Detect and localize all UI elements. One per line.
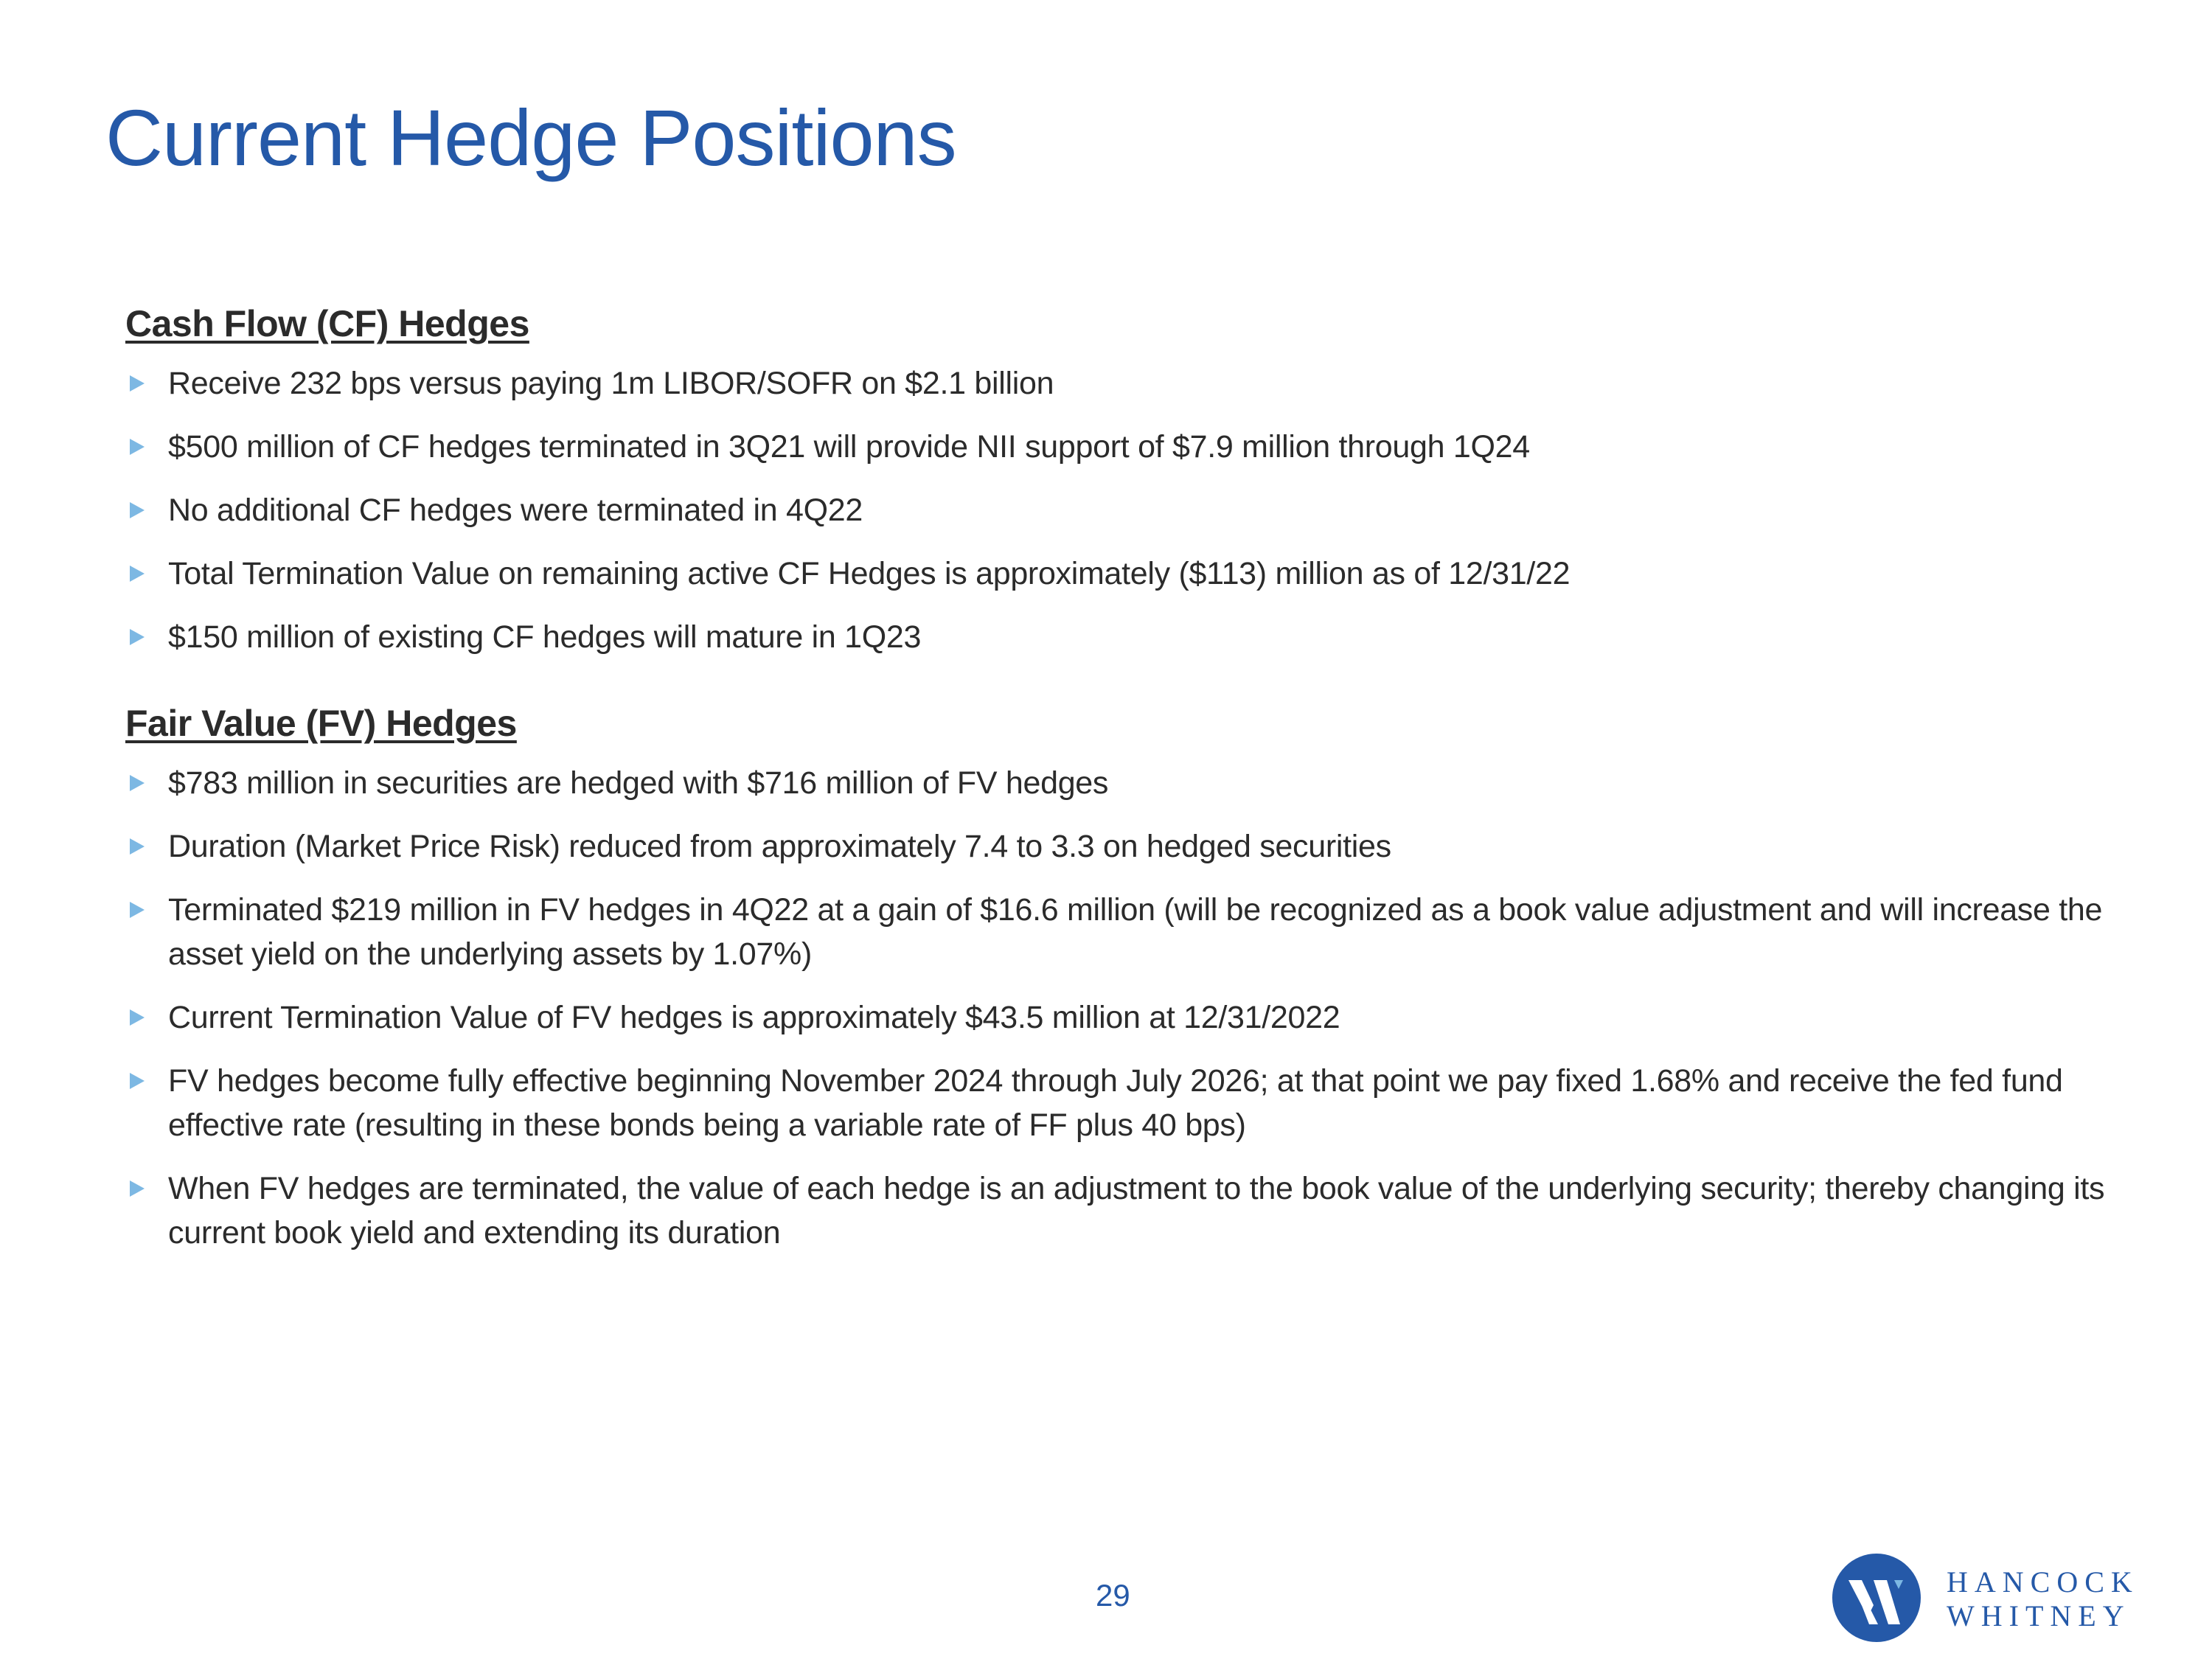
list-item	[125, 888, 2116, 976]
page-title: Current Hedge Positions	[105, 93, 956, 182]
cash-flow-bullet-list	[125, 361, 2116, 659]
logo-wordmark	[1947, 1565, 2139, 1633]
list-item	[125, 824, 2116, 869]
list-item	[125, 1059, 2116, 1147]
bullet-text: Terminated $219 million in FV hedges in 4Q22 at a gain of $16.6 million (will be recognized as a book value adjustment and will increase the asset yield on the underlying assets by 1.07%)	[168, 892, 2103, 972]
bullet-text: $500 million of CF hedges terminated in 3Q21 will provide NII support of $7.9 million through 1Q24	[168, 429, 1530, 465]
cash-flow-heading: Cash Flow (CF) Hedges	[125, 303, 529, 344]
bullet-text: Current Termination Value of FV hedges is approximately $43.5 million at 12/31/2022	[168, 1000, 1340, 1035]
bullet-arrow-icon	[130, 1009, 145, 1026]
bullet-text: $150 million of existing CF hedges will mature in 1Q23	[168, 619, 922, 655]
list-item	[125, 1166, 2116, 1255]
fair-value-bullet-list	[125, 761, 2116, 1255]
logo-line-1: HANCOCK	[1947, 1565, 2139, 1599]
hancock-whitney-logo	[1832, 1537, 2186, 1637]
bullet-text: When FV hedges are terminated, the value of each hedge is an adjustment to the book value of the underlying security; thereby changing its current book yield and extending its duration	[168, 1171, 2105, 1251]
list-item	[125, 361, 2116, 406]
list-item	[125, 615, 2116, 659]
bullet-arrow-icon	[130, 902, 145, 918]
bullet-arrow-icon	[130, 838, 145, 855]
bullet-arrow-icon	[130, 1180, 145, 1197]
list-item	[125, 995, 2116, 1040]
bullet-text: Total Termination Value on remaining active CF Hedges is approximately ($113) million as of 12/31/22	[168, 556, 1571, 591]
bullet-text: $783 million in securities are hedged with $716 million of FV hedges	[168, 765, 1109, 801]
logo-line-2: WHITNEY	[1947, 1599, 2131, 1632]
cash-flow-section	[125, 302, 2116, 678]
list-item	[125, 425, 2116, 469]
list-item	[125, 761, 2116, 805]
bullet-text: No additional CF hedges were terminated in 4Q22	[168, 493, 863, 528]
bullet-arrow-icon	[130, 375, 145, 392]
fair-value-section	[125, 702, 2116, 1274]
bullet-text: Receive 232 bps versus paying 1m LIBOR/SOFR on $2.1 billion	[168, 366, 1054, 401]
bullet-arrow-icon	[130, 1073, 145, 1089]
bullet-arrow-icon	[130, 775, 145, 791]
list-item	[125, 488, 2116, 532]
bullet-text: Duration (Market Price Risk) reduced from approximately 7.4 to 3.3 on hedged securities	[168, 829, 1391, 864]
bullet-text: FV hedges become fully effective beginning November 2024 through July 2026; at that point we pay fixed 1.68% and receive the fed fund effective rate (resulting in these bonds being a variable rate of FF plus 40 bps)	[168, 1063, 2063, 1143]
bullet-arrow-icon	[130, 502, 145, 518]
page-number: 29	[1096, 1578, 1130, 1613]
fair-value-heading: Fair Value (FV) Hedges	[125, 703, 517, 744]
list-item	[125, 552, 2116, 596]
bullet-arrow-icon	[130, 439, 145, 455]
bullet-arrow-icon	[130, 566, 145, 582]
hw-monogram-icon	[1832, 1554, 1921, 1642]
bullet-arrow-icon	[130, 629, 145, 645]
